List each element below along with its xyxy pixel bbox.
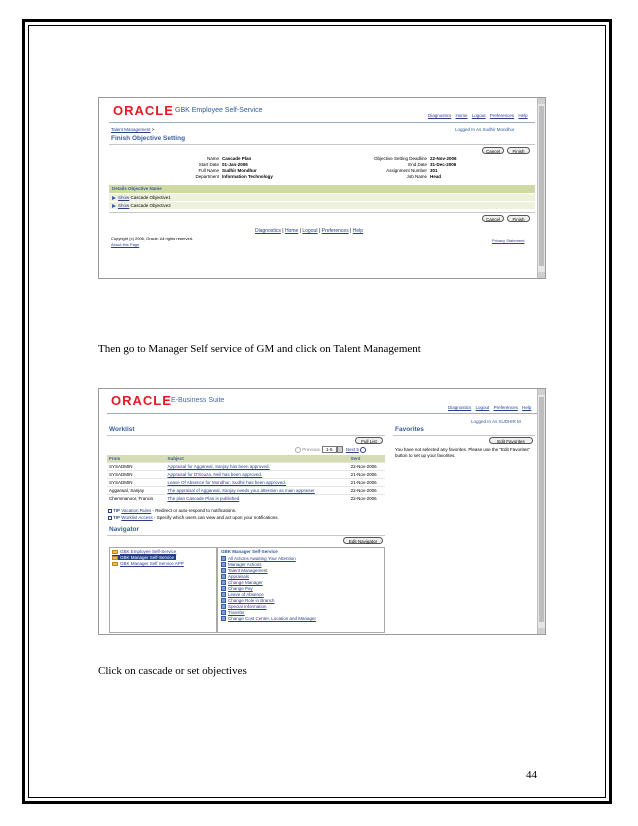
- function-item[interactable]: Transfer: [221, 610, 245, 615]
- about-page-link[interactable]: About this Page: [111, 242, 140, 247]
- function-item[interactable]: All Actions Awaiting Your Attention: [221, 556, 296, 561]
- field-end-date: End Date 31-Dec-2006: [408, 162, 457, 167]
- logout-link[interactable]: Logout: [471, 113, 486, 118]
- chevron-down-icon[interactable]: [337, 446, 343, 453]
- scrollbar[interactable]: [537, 98, 545, 278]
- favorites-divider: [393, 435, 535, 436]
- page-icon: [221, 568, 226, 573]
- show-link[interactable]: Show: [118, 203, 130, 208]
- cancel-button-bottom[interactable]: Cancel: [482, 215, 504, 222]
- worklist-table: [107, 455, 385, 502]
- footer-links: Diagnostics | Home | Logout | Preferences | Help: [255, 228, 364, 234]
- table-row: SYSADMIN Leave Of Absence for Mondhur, Sudhir has been approved. 21-Nov-2006: [107, 479, 385, 487]
- navigator-responsibilities: [109, 547, 217, 633]
- table-row: SYSADMIN Appraisal for Aggarwal, Sanjay has been approved. 22-Nov-2006: [107, 463, 385, 471]
- function-item[interactable]: Talent Management: [221, 568, 268, 573]
- privacy-link[interactable]: Privacy Statement: [492, 238, 525, 243]
- bottom-divider: [109, 212, 535, 213]
- footer-logout-link[interactable]: Logout: [302, 228, 318, 234]
- function-item[interactable]: Manager Actions: [221, 562, 262, 567]
- caption-2: Click on cascade or set objectives: [98, 665, 247, 677]
- scrollbar[interactable]: [537, 389, 545, 634]
- folder-icon: [112, 550, 118, 554]
- header-divider: [107, 413, 537, 414]
- tip-icon: [108, 516, 112, 520]
- diagnostics-link[interactable]: Diagnostics: [448, 405, 472, 410]
- function-item[interactable]: Appraisals: [221, 574, 249, 579]
- tip-icon: [108, 509, 112, 513]
- next-link[interactable]: Next 5: [345, 447, 359, 452]
- field-deadline: Objective Setting Deadline 22-Nov-2006: [373, 156, 457, 161]
- field-department: Department Information Technology: [195, 174, 273, 179]
- function-item[interactable]: Change Role in Branch: [221, 598, 275, 603]
- field-job-name: Job Name Head: [406, 174, 442, 179]
- table-row: Chemmanoor, Francis The plan Cascade Plan is published 22-Nov-2006: [107, 495, 385, 503]
- expand-icon[interactable]: [112, 204, 116, 208]
- navigator-functions: [217, 547, 385, 633]
- app-title: GBK Employee Self-Service: [175, 107, 263, 114]
- function-item[interactable]: Leave of Absence: [221, 592, 264, 597]
- app-title: E-Business Suite: [171, 397, 225, 404]
- tip-worklist-access: TIP Worklist Access - Specify which users can view and act upon your notifications.: [108, 515, 279, 520]
- show-link[interactable]: Show: [118, 195, 130, 200]
- breadcrumb-talent-management[interactable]: Talent Management: [111, 127, 151, 132]
- function-item[interactable]: Change Manager: [221, 580, 263, 585]
- table-row: Show Cascade Objective2: [109, 201, 535, 209]
- logged-in-label: Logged In As SUDHIR M: [471, 419, 521, 424]
- folder-icon: [112, 562, 118, 566]
- function-item[interactable]: Change Cost Center, Location and Manager: [221, 616, 316, 621]
- help-link[interactable]: Help: [518, 113, 528, 118]
- worklist-divider: [107, 435, 385, 436]
- edit-favorites-button[interactable]: Edit Favorites: [489, 437, 533, 444]
- navigator-title: Navigator: [109, 526, 139, 533]
- vacation-rules-link[interactable]: Vacation Rules: [121, 508, 152, 513]
- pager: [295, 446, 366, 453]
- previous-link[interactable]: Previous: [302, 447, 320, 452]
- page-icon: [221, 562, 226, 567]
- home-link[interactable]: Home: [455, 113, 468, 118]
- full-list-button[interactable]: Full List: [355, 437, 383, 444]
- column-from[interactable]: From: [107, 455, 165, 463]
- page-icon: [221, 598, 226, 603]
- previous-icon: [295, 447, 301, 453]
- field-start-date: Start Date 01-Jan-2006: [198, 162, 248, 167]
- finish-button-bottom[interactable]: Finish: [507, 215, 530, 222]
- page-icon: [221, 616, 226, 621]
- page-icon: [221, 586, 226, 591]
- breadcrumb: Talent Management >: [111, 127, 155, 132]
- preferences-link[interactable]: Preferences: [493, 405, 518, 410]
- tip-vacation-rules: TIP Vacation Rules - Redirect or auto-respond to notifications.: [108, 508, 236, 513]
- functions-title: GBK Manager Self-Service: [221, 549, 278, 554]
- subject-link[interactable]: The appraisal of Aggarwal, Sanjay needs your attention as main appraiser: [165, 487, 348, 495]
- folder-icon: [112, 556, 118, 560]
- global-links: [445, 405, 531, 410]
- nav-item[interactable]: GBK Employee Self-Service: [112, 549, 176, 554]
- nav-item[interactable]: GBK Manager Self Service APP: [112, 561, 184, 566]
- header-divider: [109, 122, 535, 123]
- column-sent[interactable]: Sent: [349, 455, 385, 463]
- title-divider: [109, 144, 535, 145]
- favorites-message: You have not selected any favorites. Please use the "Edit Favorites" button to set up your favorites.: [395, 447, 531, 458]
- navigator-divider: [107, 535, 385, 536]
- range-select[interactable]: 1-5: [322, 446, 337, 453]
- footer-diagnostics-link[interactable]: Diagnostics: [255, 228, 281, 234]
- edit-navigator-button[interactable]: Edit Navigator: [343, 537, 383, 544]
- footer-home-link[interactable]: Home: [284, 228, 299, 234]
- oracle-logo: ORACLE: [113, 103, 174, 118]
- subject-link[interactable]: Appraisal for D'Souza, Neil has been approved.: [165, 471, 348, 479]
- function-item[interactable]: Change Pay: [221, 586, 253, 591]
- subject-link[interactable]: Leave Of Absence for Mondhur, Sudhir has been approved.: [165, 479, 348, 487]
- screenshot-home-worklist: [98, 388, 546, 635]
- function-item[interactable]: Special Information: [221, 604, 267, 609]
- oracle-logo: ORACLE: [111, 393, 172, 408]
- page-icon: [221, 592, 226, 597]
- subject-link[interactable]: Appraisal for Aggarwal, Sanjay has been approved.: [165, 463, 348, 471]
- caption-1: Then go to Manager Self service of GM and click on Talent Management: [98, 343, 421, 355]
- column-subject[interactable]: Subject: [165, 455, 348, 463]
- field-full-name: Full Name Sudhir Mondhur: [198, 168, 257, 173]
- field-assignment-number: Assignment Number 301: [386, 168, 438, 173]
- page-icon: [221, 574, 226, 579]
- field-name: Name Cascade Plan: [206, 156, 252, 161]
- expand-icon[interactable]: [112, 196, 116, 200]
- page-icon: [221, 610, 226, 615]
- subject-link[interactable]: The plan Cascade Plan is published: [165, 495, 348, 503]
- next-icon[interactable]: [360, 447, 366, 453]
- screenshot-finish-objective: [98, 97, 546, 279]
- favorites-title: Favorites: [395, 426, 424, 433]
- logout-link[interactable]: Logout: [475, 405, 490, 410]
- finish-button[interactable]: Finish: [507, 147, 530, 154]
- global-links: [425, 113, 528, 118]
- nav-item-selected[interactable]: GBK Manager Self-Service: [112, 555, 176, 560]
- table-row: Aggarwal, Sanjay The appraisal of Aggarwal, Sanjay needs your attention as main appraiser 22-Nov-2006: [107, 487, 385, 495]
- table-row: SYSADMIN Appraisal for D'Souza, Neil has been approved. 21-Nov-2006: [107, 471, 385, 479]
- footer-help-link[interactable]: Help: [352, 228, 364, 234]
- cancel-button[interactable]: Cancel: [482, 147, 504, 154]
- objectives-table-header: Details Objective Name: [109, 185, 535, 193]
- logged-in-label: Logged In As Sudhir Mondhur: [455, 127, 515, 132]
- page-icon: [221, 556, 226, 561]
- page-icon: [221, 604, 226, 609]
- page-title: Finish Objective Setting: [111, 135, 186, 142]
- diagnostics-link[interactable]: Diagnostics: [428, 113, 452, 118]
- preferences-link[interactable]: Preferences: [489, 113, 515, 118]
- help-link[interactable]: Help: [522, 405, 532, 410]
- table-row: Show Cascade Objective1: [109, 193, 535, 201]
- worklist-access-link[interactable]: Worklist Access: [121, 515, 153, 520]
- copyright: Copyright (c) 2006, Oracle. All rights reserved.: [111, 236, 194, 241]
- page-icon: [221, 580, 226, 585]
- page-number: 44: [526, 769, 537, 781]
- worklist-title: Worklist: [109, 426, 135, 433]
- footer-preferences-link[interactable]: Preferences: [321, 228, 349, 234]
